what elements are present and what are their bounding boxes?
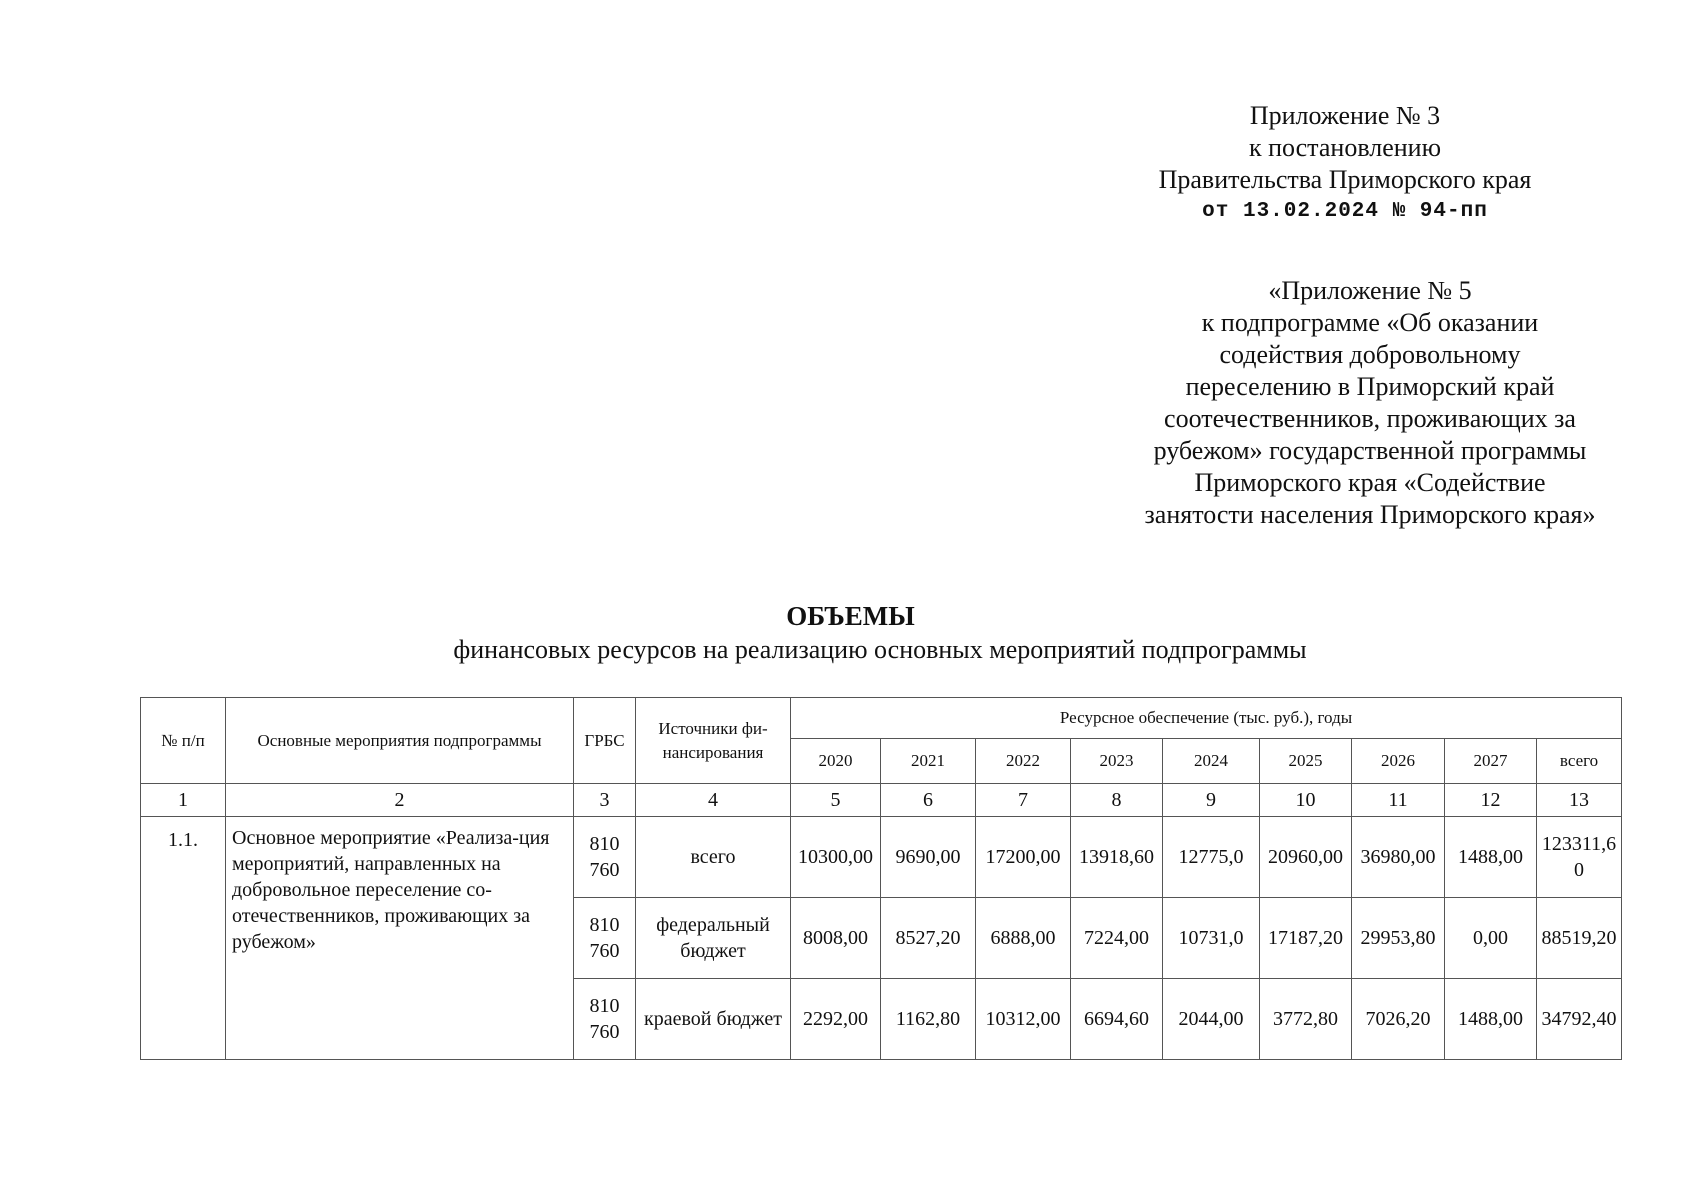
header-num: № п/п [141,698,226,784]
col-number: 1 [141,784,226,817]
document-subtitle: финансовых ресурсов на реализацию основных мероприятий подпрограммы [453,635,1307,664]
attachment-5-line6: рубежом» государственной программы [1153,436,1587,465]
attachment-3-line2: к постановлению [1248,133,1442,162]
total-cell: 88519,20 [1537,898,1622,979]
year-cell: 2021 [881,739,976,784]
source-cell: краевой бюджет [636,979,791,1060]
col-number: 9 [1163,784,1260,817]
value-cell: 12775,0 [1163,817,1260,898]
value-cell: 6888,00 [976,898,1071,979]
grbs-cell [574,979,636,1060]
value-cell: 1162,80 [881,979,976,1060]
attachment-3-header [1120,100,1570,228]
grbs-code: 760 [589,1021,620,1043]
col-number: 6 [881,784,976,817]
value-cell: 1488,00 [1445,979,1537,1060]
year-cell: 2024 [1163,739,1260,784]
year-cell: 2027 [1445,739,1537,784]
attachment-5-line5: соотечественников, проживающих за [1164,404,1576,433]
year-cell: 2023 [1071,739,1163,784]
value-cell: 17200,00 [976,817,1071,898]
value-cell: 0,00 [1445,898,1537,979]
year-cell: 2020 [791,739,881,784]
value-cell: 10312,00 [976,979,1071,1060]
col-number: 5 [791,784,881,817]
value-cell: 29953,80 [1352,898,1445,979]
value-cell: 3772,80 [1260,979,1352,1060]
value-cell: 36980,00 [1352,817,1445,898]
grbs-cell [574,898,636,979]
col-number: 12 [1445,784,1537,817]
col-number: 7 [976,784,1071,817]
attachment-5-line8: занятости населения Приморского края» [1144,500,1596,529]
value-cell: 8008,00 [791,898,881,979]
source-cell: федеральный бюджет [636,898,791,979]
attachment-3-line3: Правительства Приморского края [1158,165,1532,194]
value-cell: 2292,00 [791,979,881,1060]
value-cell: 10731,0 [1163,898,1260,979]
value-cell: 17187,20 [1260,898,1352,979]
grbs-code: 760 [589,940,620,962]
header-sources: Источники фи-нансирования [636,698,791,784]
order-number: от 13.02.2024 № 94-пп [1202,200,1488,223]
value-cell: 7224,00 [1071,898,1163,979]
header-row-1 [141,698,1622,739]
value-cell: 6694,60 [1071,979,1163,1060]
attachment-5-line7: Приморского края «Содействие [1194,468,1546,497]
col-number: 13 [1537,784,1622,817]
grbs-code: 810 [589,995,620,1017]
column-number-row [141,784,1622,817]
value-cell: 8527,20 [881,898,976,979]
activity-name: Основное мероприятие «Реализа-ция мероприятий, направленных на добровольное переселение со-отечественников, проживающих за рубежом» [226,817,574,1060]
attachment-3-line1: Приложение № 3 [1249,101,1441,130]
financing-table [140,697,1622,1060]
document-title: ОБЪЕМЫ [786,601,915,631]
attachment-5-line4: переселению в Приморский край [1185,372,1555,401]
value-cell: 2044,00 [1163,979,1260,1060]
value-cell: 7026,20 [1352,979,1445,1060]
attachment-5-header [1120,275,1620,531]
col-number: 3 [574,784,636,817]
value-cell: 13918,60 [1071,817,1163,898]
col-number: 4 [636,784,791,817]
value-cell: 10300,00 [791,817,881,898]
header-grbs: ГРБС [574,698,636,784]
grbs-code: 810 [589,833,620,855]
table-row [141,817,1622,898]
year-cell: 2022 [976,739,1071,784]
grbs-code: 810 [589,914,620,936]
header-activities: Основные мероприятия подпрограммы [226,698,574,784]
total-header: всего [1537,739,1622,784]
row-number: 1.1. [141,817,226,1060]
grbs-cell [574,817,636,898]
total-cell: 34792,40 [1537,979,1622,1060]
col-number: 10 [1260,784,1352,817]
value-cell: 20960,00 [1260,817,1352,898]
value-cell: 9690,00 [881,817,976,898]
attachment-5-line2: к подпрограмме «Об оказании [1201,308,1539,337]
total-cell: 123311,60 [1537,817,1622,898]
col-number: 11 [1352,784,1445,817]
col-number: 8 [1071,784,1163,817]
col-number: 2 [226,784,574,817]
year-cell: 2025 [1260,739,1352,784]
attachment-5-line3: содействия добровольному [1219,340,1521,369]
value-cell: 1488,00 [1445,817,1537,898]
attachment-5-line1: «Приложение № 5 [1268,276,1472,305]
header-resources: Ресурсное обеспечение (тыс. руб.), годы [791,698,1622,739]
year-cell: 2026 [1352,739,1445,784]
grbs-code: 760 [589,859,620,881]
source-cell: всего [636,817,791,898]
